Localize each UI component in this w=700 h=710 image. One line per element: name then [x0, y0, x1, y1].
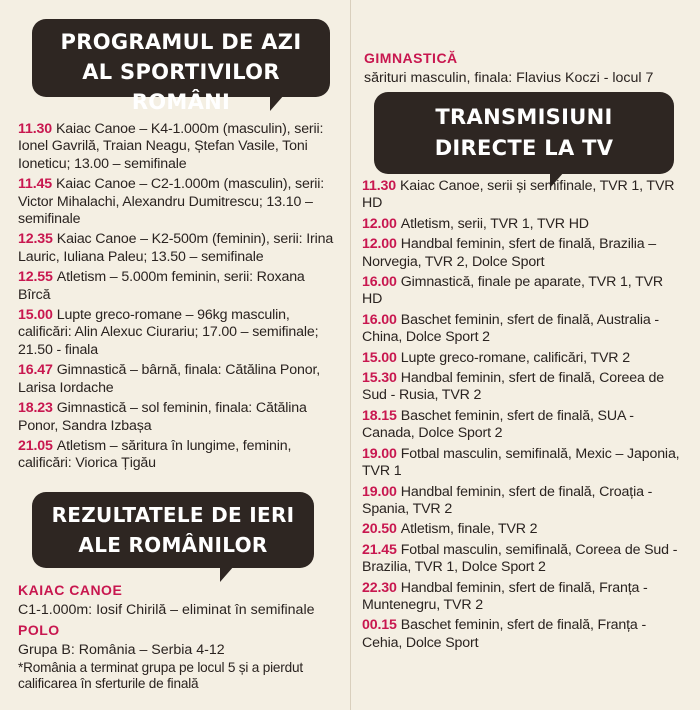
- entry-time: 12.00: [362, 236, 397, 253]
- program-title-line1: PROGRAMUL DE AZI: [60, 30, 302, 54]
- program-title-line2: AL SPORTIVILOR ROMÂNI: [82, 60, 280, 114]
- entry-text: Fotbal masculin, semifinală, Coreea de Sud - Brazilia, TVR 1, Dolce Sport 2: [362, 541, 678, 576]
- entry-text: Fotbal masculin, semifinală, Mexic – Japonia, TVR 1: [362, 445, 680, 480]
- entry-text: Kaiac Canoe – K4-1.000m (masculin), serii: Ionel Gavrilă, Traian Neagu, Ștefan Vasile, Toni Ioneticu; 13.00 – semifinale: [18, 121, 324, 172]
- results-heading: [32, 492, 314, 568]
- entry-time: 20.50: [362, 521, 397, 538]
- tv-entry: [362, 408, 684, 443]
- results-list: [18, 580, 348, 692]
- tv-title-line2: DIRECTE LA TV: [434, 136, 614, 160]
- entry-time: 21.05: [18, 437, 53, 454]
- entry-text: Lupte greco-romane – 96kg masculin, calificări: Alin Alexuc Ciurariu; 17.00 – semifinale; 21.50 - finala: [18, 307, 319, 358]
- entry-text: Baschet feminin, sfert de finală, Australia - China, Dolce Sport 2: [362, 311, 659, 346]
- entry-text: Gimnastică, finale pe aparate, TVR 1, TVR HD: [362, 274, 663, 308]
- tv-entry: [362, 350, 684, 367]
- results-kaiac-text: C1-1.000m: Iosif Chirilă – eliminat în semifinale: [18, 602, 315, 618]
- entry-text: Kaiac Canoe, serii și semifinale, TVR 1, TVR HD: [362, 178, 675, 212]
- entry-time: 22.30: [362, 579, 397, 596]
- tv-entry: [362, 370, 684, 405]
- tv-entry: [362, 312, 684, 347]
- program-entry: [18, 121, 340, 173]
- program-entry: [18, 400, 340, 435]
- entry-time: 12.55: [18, 269, 53, 286]
- entry-time: 21.45: [362, 541, 397, 558]
- tv-entry: [362, 580, 684, 615]
- entry-text: Handbal feminin, sfert de finală, Croația - Spania, TVR 2: [362, 483, 653, 517]
- entry-time: 19.00: [362, 445, 397, 462]
- results-polo-note: *România a terminat grupa pe locul 5 și a pierdut calificarea în sferturile de finală: [18, 660, 303, 691]
- entry-text: Gimnastică – sol feminin, finala: Cătălina Ponor, Sandra Izbașa: [18, 400, 307, 434]
- tv-entry: [362, 178, 684, 213]
- entry-time: 15.00: [18, 307, 53, 324]
- entry-time: 00.15: [362, 617, 397, 634]
- tv-heading: [374, 92, 674, 174]
- entry-text: Baschet feminin, sfert de finală, SUA - Canada, Dolce Sport 2: [362, 407, 634, 442]
- entry-time: 16.00: [362, 274, 397, 291]
- results-gym-text: sărituri masculin, finala: Flavius Koczi - locul 7: [364, 70, 654, 86]
- entry-text: Kaiac Canoe – K2-500m (feminin), serii: Irina Lauric, Iuliana Paleu; 13.50 – semifinale: [18, 231, 334, 265]
- entry-time: 15.00: [362, 349, 397, 366]
- entry-text: Atletism – săritura în lungime, feminin, calificări: Viorica Țigău: [18, 437, 292, 472]
- entry-time: 11.30: [18, 121, 52, 137]
- entry-time: 11.45: [18, 176, 52, 193]
- entry-text: Atletism – 5.000m feminin, serii: Roxana Bîrcă: [18, 269, 305, 303]
- program-heading: [32, 19, 330, 114]
- entry-text: Atletism, serii, TVR 1, TVR HD: [400, 215, 589, 232]
- results-title-line1: REZULTATELE DE IERI: [51, 503, 295, 527]
- entry-text: Handbal feminin, sfert de finală, Coreea de Sud - Rusia, TVR 2: [362, 370, 665, 404]
- results-gym-heading: GIMNASTICĂ: [364, 50, 458, 66]
- program-entry: [18, 307, 340, 359]
- tv-entry: [362, 274, 684, 309]
- column-divider: [350, 0, 351, 710]
- entry-time: 18.15: [362, 407, 397, 424]
- entry-text: Kaiac Canoe – C2-1.000m (masculin), serii: Victor Mihalachi, Alexandru Dumitrescu; 13.10 – semifinale: [18, 176, 325, 228]
- tv-entry: [362, 236, 684, 271]
- entry-time: 12.00: [362, 215, 397, 232]
- entry-text: Atletism, finale, TVR 2: [400, 521, 538, 538]
- entry-text: Baschet feminin, sfert de finală, Franța - Cehia, Dolce Sport: [362, 617, 647, 651]
- program-entry: [18, 438, 340, 473]
- program-entry: [18, 269, 340, 304]
- results-title-line2: ALE ROMÂNILOR: [78, 533, 268, 557]
- entry-time: 16.00: [362, 311, 397, 328]
- results-gym: [364, 48, 684, 88]
- results-polo-text: Grupa B: România – Serbia 4-12: [18, 642, 225, 658]
- program-list: [18, 121, 340, 476]
- entry-time: 11.30: [362, 178, 396, 194]
- entry-time: 15.30: [362, 370, 397, 387]
- entry-text: Gimnastică – bârnă, finala: Cătălina Ponor, Larisa Iordache: [18, 362, 321, 396]
- tv-entry: [362, 446, 684, 481]
- tv-entry: [362, 216, 684, 233]
- tv-entry: [362, 521, 684, 538]
- entry-time: 19.00: [362, 483, 397, 500]
- tv-entry: [362, 617, 684, 652]
- tv-list: [362, 178, 684, 655]
- results-polo-heading: POLO: [18, 622, 60, 638]
- entry-time: 16.47: [18, 362, 53, 379]
- program-entry: [18, 362, 340, 397]
- results-kaiac-heading: KAIAC CANOE: [18, 582, 123, 598]
- tv-entry: [362, 542, 684, 577]
- entry-text: Lupte greco-romane, calificări, TVR 2: [400, 349, 630, 366]
- program-entry: [18, 231, 340, 266]
- entry-text: Handbal feminin, sfert de finală, Brazilia – Norvegia, TVR 2, Dolce Sport: [362, 236, 656, 270]
- entry-time: 12.35: [18, 231, 53, 248]
- entry-time: 18.23: [18, 400, 53, 417]
- tv-title-line1: TRANSMISIUNI: [435, 105, 613, 129]
- tv-entry: [362, 484, 684, 519]
- program-entry: [18, 176, 340, 228]
- entry-text: Handbal feminin, sfert de finală, Franța - Muntenegru, TVR 2: [362, 579, 648, 613]
